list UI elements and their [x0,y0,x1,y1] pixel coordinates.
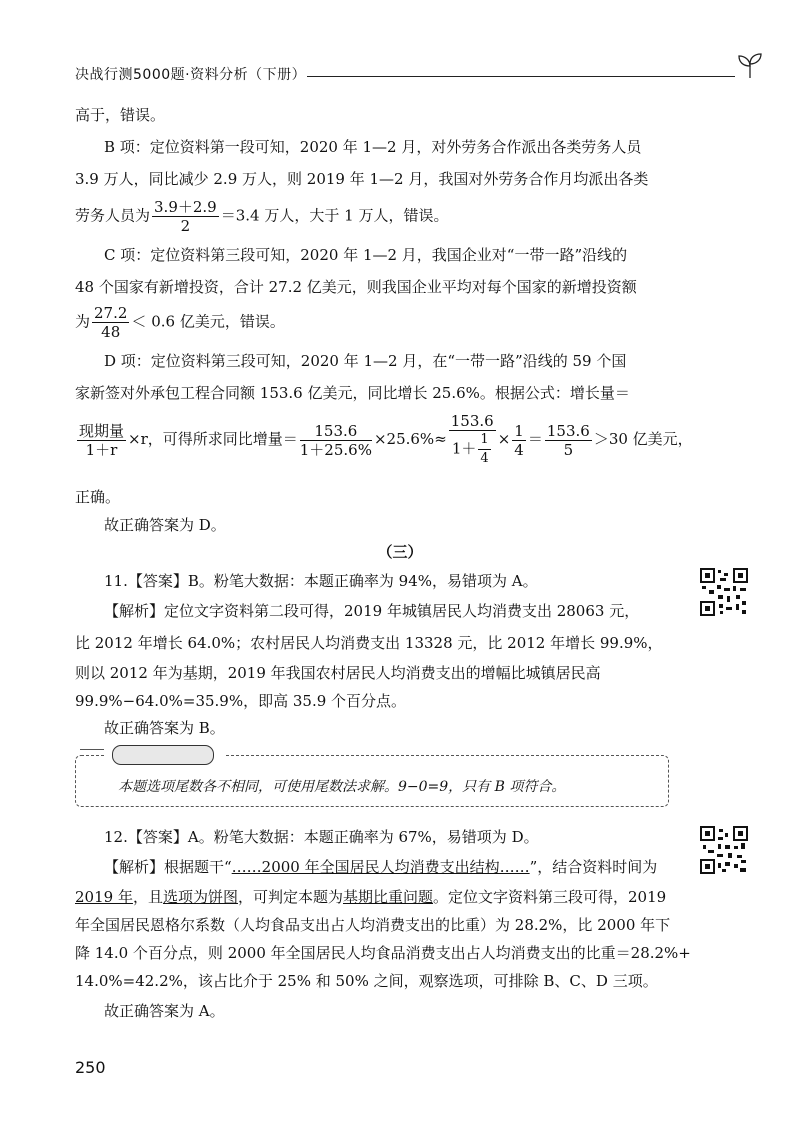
numerator: 3.9＋2.9 [154,198,217,216]
numerator: 1 [478,431,490,450]
q11-analysis-line2: 比 2012 年增长 64.0%；农村居民人均消费支出 13328 元，比 2012 年增长 99.9%， [75,634,663,652]
fraction [512,422,526,459]
tip-text: 本题选项尾数各不相同，可使用尾数法求解。9−0=9，只有 B 项符合。 [118,779,566,795]
text: 1＋ [451,439,477,458]
text: 为 [75,312,91,331]
text: ＝3.4 万人，大于 1 万人，错误。 [220,206,449,225]
numerator: 现期量 [79,421,125,440]
inner-fraction [478,431,490,468]
text: ，且 [132,888,163,906]
option-d-line1: D 项：定位资料第三段可知，2020 年 1—2 月，在“一带一路”沿线的 59 个国 [104,352,627,370]
text: ，可判定本题为 [237,888,343,906]
qr-code-icon[interactable] [700,568,748,616]
tip-box [75,755,669,807]
text: × [497,430,511,448]
underlined-text: 2019 年 [75,888,133,906]
option-c-line1: C 项：定位资料第三段可知，2020 年 1—2 月，我国企业对“一带一路”沿线的 [104,246,628,264]
q12-analysis-line3: 年全国居民恩格尔系数（人均食品支出占人均消费支出的比重）为 28.2%，比 2000 年下 [75,916,671,934]
text: 。定位文字资料第三段可得，2019 [433,888,667,906]
option-b-line3 [75,198,665,235]
text: ×r，可得所求同比增量＝ [128,430,298,448]
q12-analysis-line2 [75,886,665,908]
numerator: 153.6 [300,422,372,441]
fraction [92,304,129,341]
tip-label [104,743,224,767]
running-header [75,64,765,88]
header-rule [307,76,735,77]
section-heading: （三） [377,543,423,561]
fraction [300,422,372,459]
fraction [152,198,219,235]
fraction [545,422,592,459]
q11-answer: 故正确答案为 B。 [104,719,225,737]
text: ”，结合资料时间为 [529,858,658,876]
q12-answer-line: 12.【答案】A。粉笔大数据：本题正确率为 67%，易错项为 D。 [104,828,539,846]
underlined-text: 选项为饼图 [162,888,238,906]
q11-answer-line: 11.【答案】B。粉笔大数据：本题正确率为 94%，易错项为 A。 [104,572,538,590]
q12-analysis-line5: 14.0%=42.2%，该占比介于 25% 和 50% 之间，观察选项，可排除 B、C、D 三项。 [75,972,658,990]
option-d-line2: 家新签对外承包工程合同额 153.6 亿美元，同比增长 25.6%。根据公式：增长量＝ [75,384,630,402]
numerator: 153.6 [546,421,590,440]
option-d-formula [75,412,693,468]
text: ＜ 0.6 亿美元，错误。 [131,312,285,331]
underlined-text: ……2000 年全国居民人均消费支出结构…… [231,858,530,876]
denominator: 1＋25.6% [299,440,372,459]
qr-code-icon[interactable] [700,826,748,874]
denominator: 1＋r [85,440,118,459]
q11-analysis-line4: 99.9%−64.0%=35.9%，即高 35.9 个百分点。 [75,692,407,710]
text: 劳务人员为 [75,206,151,225]
nested-fraction [449,412,496,468]
denominator: 4 [514,440,524,459]
paragraph-continuation: 高于，错误。 [75,106,166,124]
text: ＝ [527,430,543,448]
option-c-line3 [75,304,665,341]
fraction [77,422,126,459]
text: ＞30 亿美元， [593,430,693,448]
book-title: 决战行测5000题·资料分析（下册） [75,67,307,83]
numerator: 1 [514,421,524,440]
page-number: 250 [75,1058,106,1077]
text: ×25.6%≈ [373,430,447,448]
option-d-line4: 正确。 [75,488,121,506]
q12-analysis-line4: 降 14.0 个百分点，则 2000 年全国居民人均食品消费支出占人均消费支出的比重＝28.2%+ [75,944,691,962]
q12-answer: 故正确答案为 A。 [104,1002,225,1020]
q11-analysis-line3: 则以 2012 年为基期，2019 年我国农村居民人均消费支出的增幅比城镇居民高 [75,664,601,682]
option-b-line1: B 项：定位资料第一段可知，2020 年 1—2 月，对外劳务合作派出各类劳务人员 [104,138,642,156]
text: 【解析】根据题干“ [104,858,232,876]
denominator: 5 [563,440,574,459]
option-b-line2: 3.9 万人，同比减少 2.9 万人，则 2019 年 1—2 月，我国对外劳务合作月均派出各类 [75,170,649,188]
denominator: 2 [180,217,191,235]
denominator [449,431,496,468]
numerator: 153.6 [450,412,494,430]
q11-analysis-line1: 【解析】定位文字资料第二段可得，2019 年城镇居民人均消费支出 28063 元， [104,602,640,620]
denominator: 4 [480,451,489,466]
q12-analysis-line1 [104,856,694,878]
numerator: 27.2 [94,304,128,322]
option-c-line2: 48 个国家有新增投资，合计 27.2 亿美元，则我国企业平均对每个国家的新增投资额 [75,278,637,296]
answer-line: 故正确答案为 D。 [104,516,226,534]
denominator: 48 [101,323,121,341]
tip-badge [112,745,214,765]
underlined-text: 基期比重问题 [343,888,434,906]
sprout-icon [735,50,765,80]
